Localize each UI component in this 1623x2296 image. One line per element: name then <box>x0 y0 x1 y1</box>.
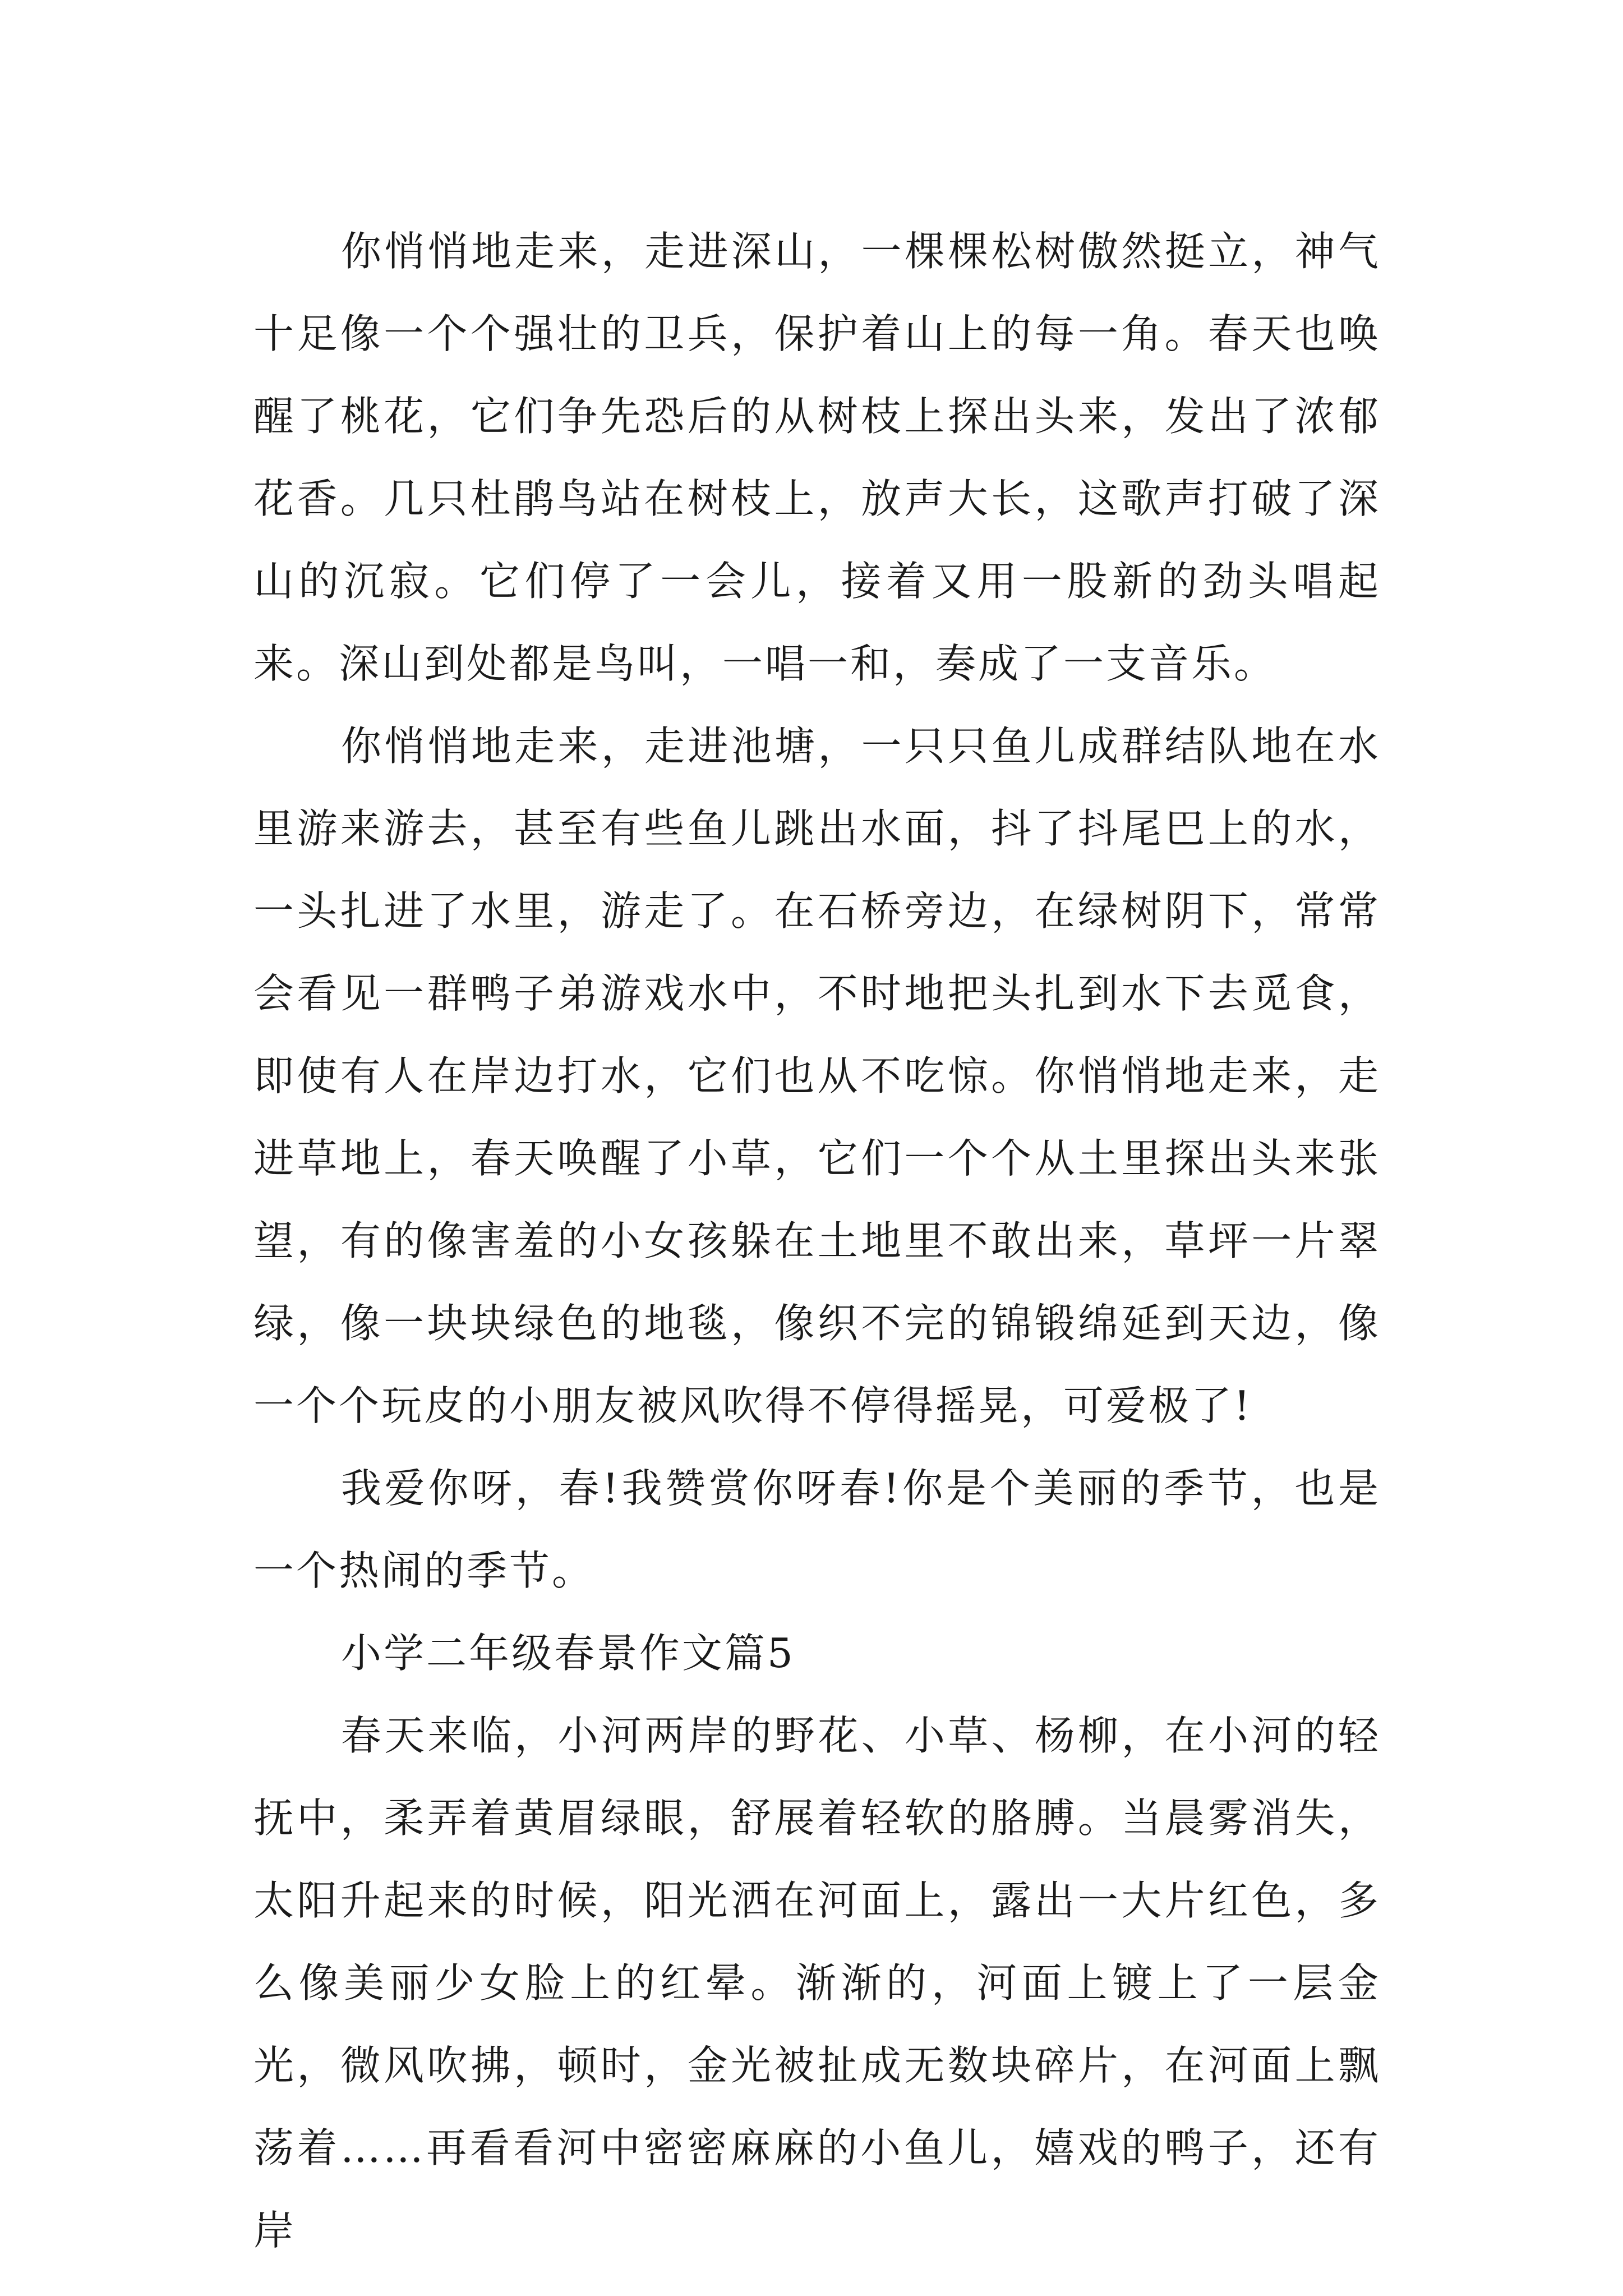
paragraph-love-spring: 我爱你呀，春!我赞赏你呀春!你是个美丽的季节，也是一个热闹的季节。 <box>253 1465 1381 1594</box>
article-body <box>253 210 1381 2272</box>
paragraph-pond: 你悄悄地走来，走进池塘，一只只鱼儿成群结队地在水里游来游去，甚至有些鱼儿跳出水面，抖了抖尾巴上的水，一头扎进了水里，游走了。在石桥旁边，在绿树阴下，常常会看见一群鸭子弟游戏水中，不时地把头扎到水下去觅食，即使有人在岸边打水，它们也从不吃惊。你悄悄地走来，走进草地上，春天唤醒了小草，它们一个个从土里探出头来张望，有的像害羞的小女孩躲在土地里不敢出来，草坪一片翠绿，像一块块绿色的地毯，像织不完的锦锻绵延到天边，像一个个玩皮的小朋友被风吹得不停得摇晃，可爱极了! <box>253 723 1381 1429</box>
paragraph-mountain: 你悄悄地走来，走进深山，一棵棵松树傲然挺立，神气十足像一个个强壮的卫兵，保护着山上的每一角。春天也唤醒了桃花，它们争先恐后的从树枝上探出头来，发出了浓郁花香。几只杜鹃鸟站在树枝上，放声大长，这歌声打破了深山的沉寂。它们停了一会儿，接着又用一股新的劲头唱起来。深山到处都是鸟叫，一唱一和，奏成了一支音乐。 <box>253 228 1381 687</box>
paragraph-river: 春天来临，小河两岸的野花、小草、杨柳，在小河的轻抚中，柔弄着黄眉绿眼，舒展着轻软的胳膊。当晨雾消失，太阳升起来的时候，阳光洒在河面上，露出一大片红色，多么像美丽少女脸上的红晕。渐渐的，河面上镀上了一层金光，微风吹拂，顿时，金光被扯成无数块碎片，在河面上飘荡着……再看看河中密密麻麻的小鱼儿，嬉戏的鸭子，还有岸 <box>253 1712 1381 2254</box>
essay-heading: 小学二年级春景作文篇5 <box>341 1630 795 1677</box>
